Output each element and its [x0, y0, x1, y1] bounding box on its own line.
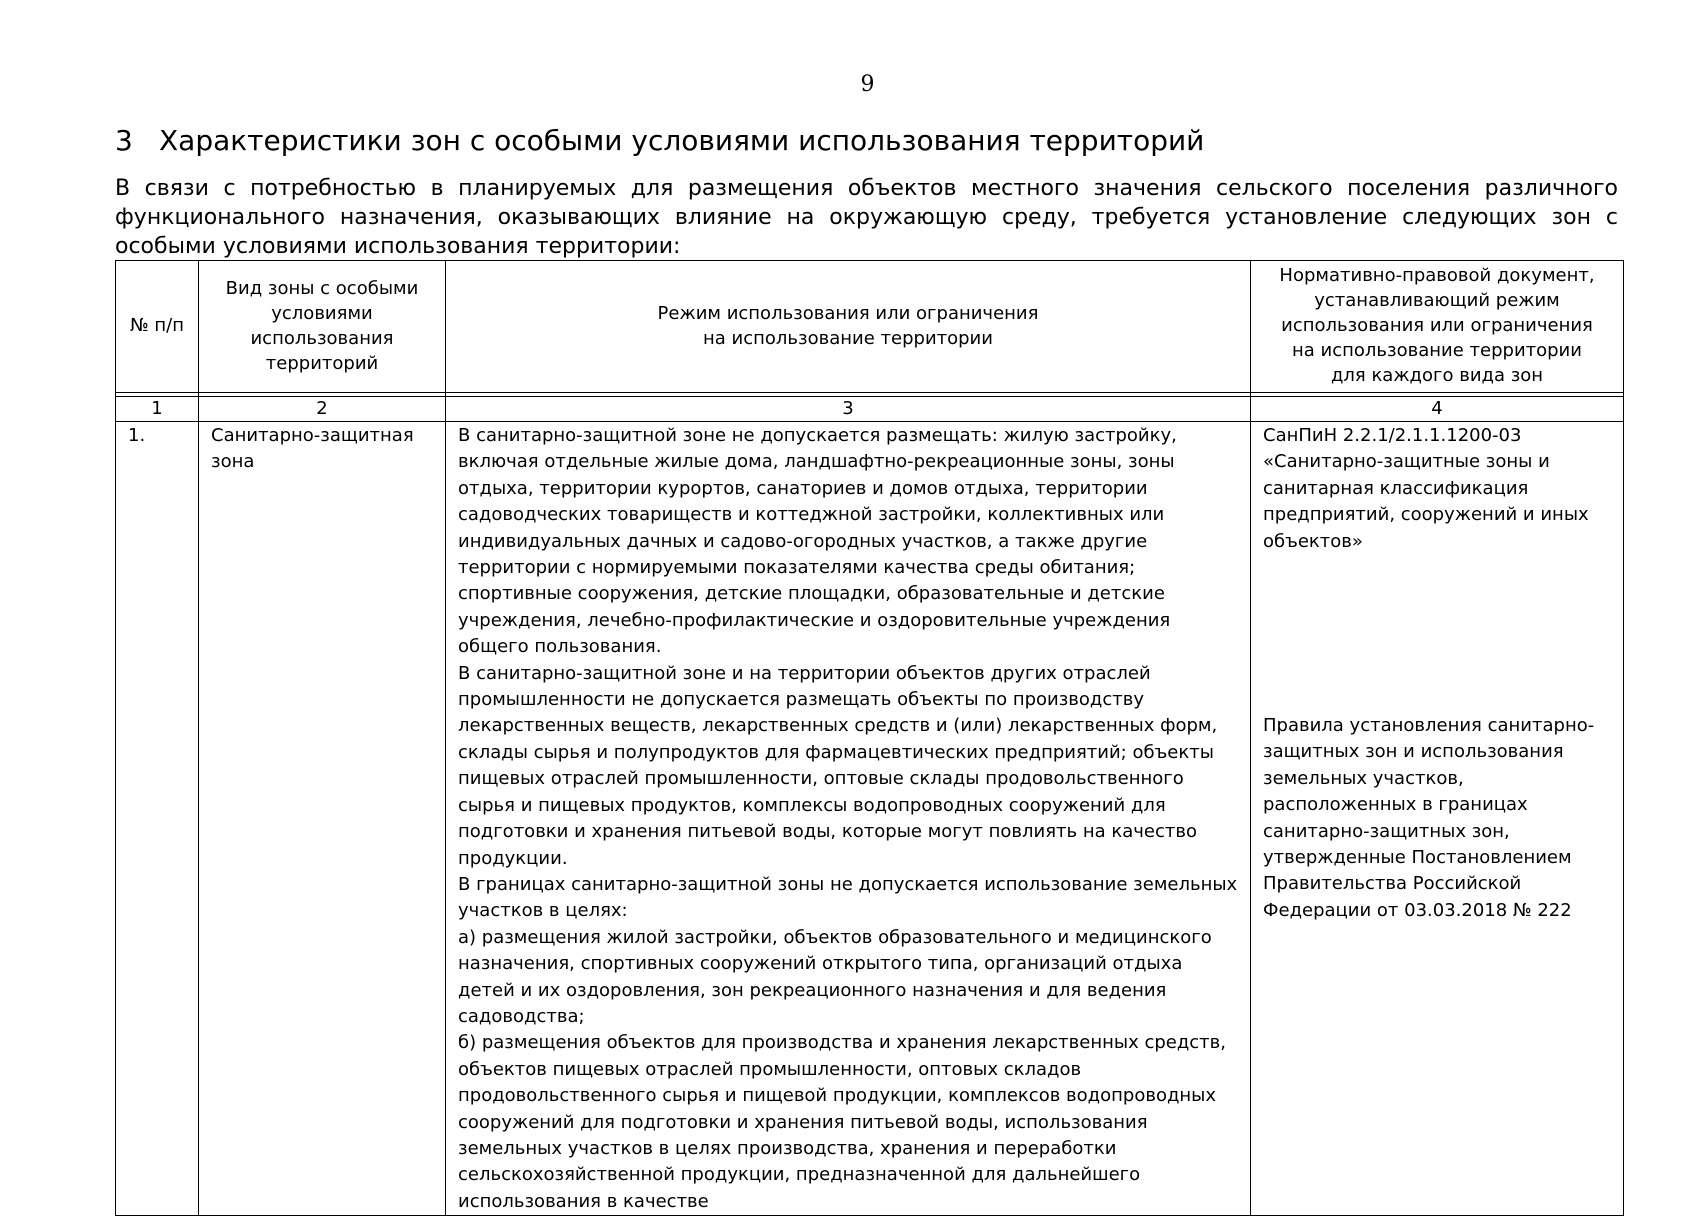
document-cell	[1251, 422, 1624, 1216]
column-number: 3	[446, 397, 1251, 422]
column-number-row	[116, 397, 1624, 422]
column-number: 2	[199, 397, 446, 422]
row-number: 1.	[116, 422, 199, 1216]
intro-paragraph: В связи с потребностью в планируемых для размещения объектов местного значения сельского поселения различного функционального назначения, оказывающих влияние на окружающую среду, требуется установление следующих зон с особыми условиями использования территории:	[115, 176, 1618, 259]
regime-paragraph: В границах санитарно-защитной зоны не допускается использование земельных участков в целях:	[458, 873, 1238, 922]
section-title: Характеристики зон с особыми условиями использования территорий	[159, 124, 1205, 157]
section-heading	[115, 124, 1204, 157]
zones-table	[115, 260, 1624, 1216]
header-num: № п/п	[116, 261, 199, 393]
document-reference: СанПиН 2.2.1/2.1.1.1200-03 «Санитарно-защитные зоны и санитарная классификация предприятий, сооружений и иных объектов»	[1263, 425, 1589, 552]
column-number: 4	[1251, 397, 1624, 422]
page-number: 9	[860, 72, 875, 97]
table-row	[116, 422, 1624, 1216]
header-zone-type: Вид зоны с особыми условиями использования территорий	[199, 261, 446, 393]
header-document: Нормативно-правовой документ, устанавливающий режим использования или ограничения на использование территории для каждого вида зон	[1251, 261, 1624, 393]
regime-paragraph: В санитарно-защитной зоне и на территории объектов других отраслей промышленности не допускается размещать объекты по производству лекарственных веществ, лекарственных средств и (или) лекарственных форм, склады сырья и полупродуктов для фармацевтических предприятий; объекты пищевых отраслей промышленности, оптовые склады продовольственного сырья и пищевых продуктов, комплексы водопроводных сооружений для подготовки и хранения питьевой воды, которые могут повлиять на качество продукции.	[458, 662, 1218, 869]
document-reference: Правила установления санитарно-защитных зон и использования земельных участков, расположенных в границах санитарно-защитных зон, утвержденные Постановлением Правительства Российской Федерации от 03.03.2018 № 222	[1263, 715, 1595, 921]
zone-type-cell: Санитарно-защитная зона	[199, 422, 446, 1216]
header-regime: Режим использования или ограничения на использование территории	[446, 261, 1251, 393]
column-number: 1	[116, 397, 199, 422]
regime-paragraph: б) размещения объектов для производства и хранения лекарственных средств, объектов пищевых отраслей промышленности, оптовых складов продовольственного сырья и пищевой продукции, комплексов водопроводных сооружений для подготовки и хранения питьевой воды, использования земельных участков в целях производства, хранения и переработки сельскохозяйственной продукции, предназначенной для дальнейшего использования в качестве	[458, 1032, 1226, 1212]
regime-paragraph: а) размещения жилой застройки, объектов образовательного и медицинского назначения, спортивных сооружений открытого типа, организаций отдыха детей и их оздоровления, зон рекреационного назначения и для ведения садоводства;	[458, 926, 1212, 1027]
regime-cell	[446, 422, 1251, 1216]
regime-paragraph: В санитарно-защитной зоне не допускается размещать: жилую застройку, включая отдельные жилые дома, ландшафтно-рекреационные зоны, зоны отдыха, территории курортов, санаториев и домов отдыха, территории садоводческих товариществ и коттеджной застройки, коллективных или индивидуальных дачных и садово-огородных участков, а также другие территории с нормируемыми показателями качества среды обитания; спортивные сооружения, детские площадки, образовательные и детские учреждения, лечебно-профилактические и оздоровительные учреждения общего пользования.	[458, 425, 1177, 658]
section-number: 3	[115, 124, 133, 157]
table-header-row	[116, 261, 1624, 393]
